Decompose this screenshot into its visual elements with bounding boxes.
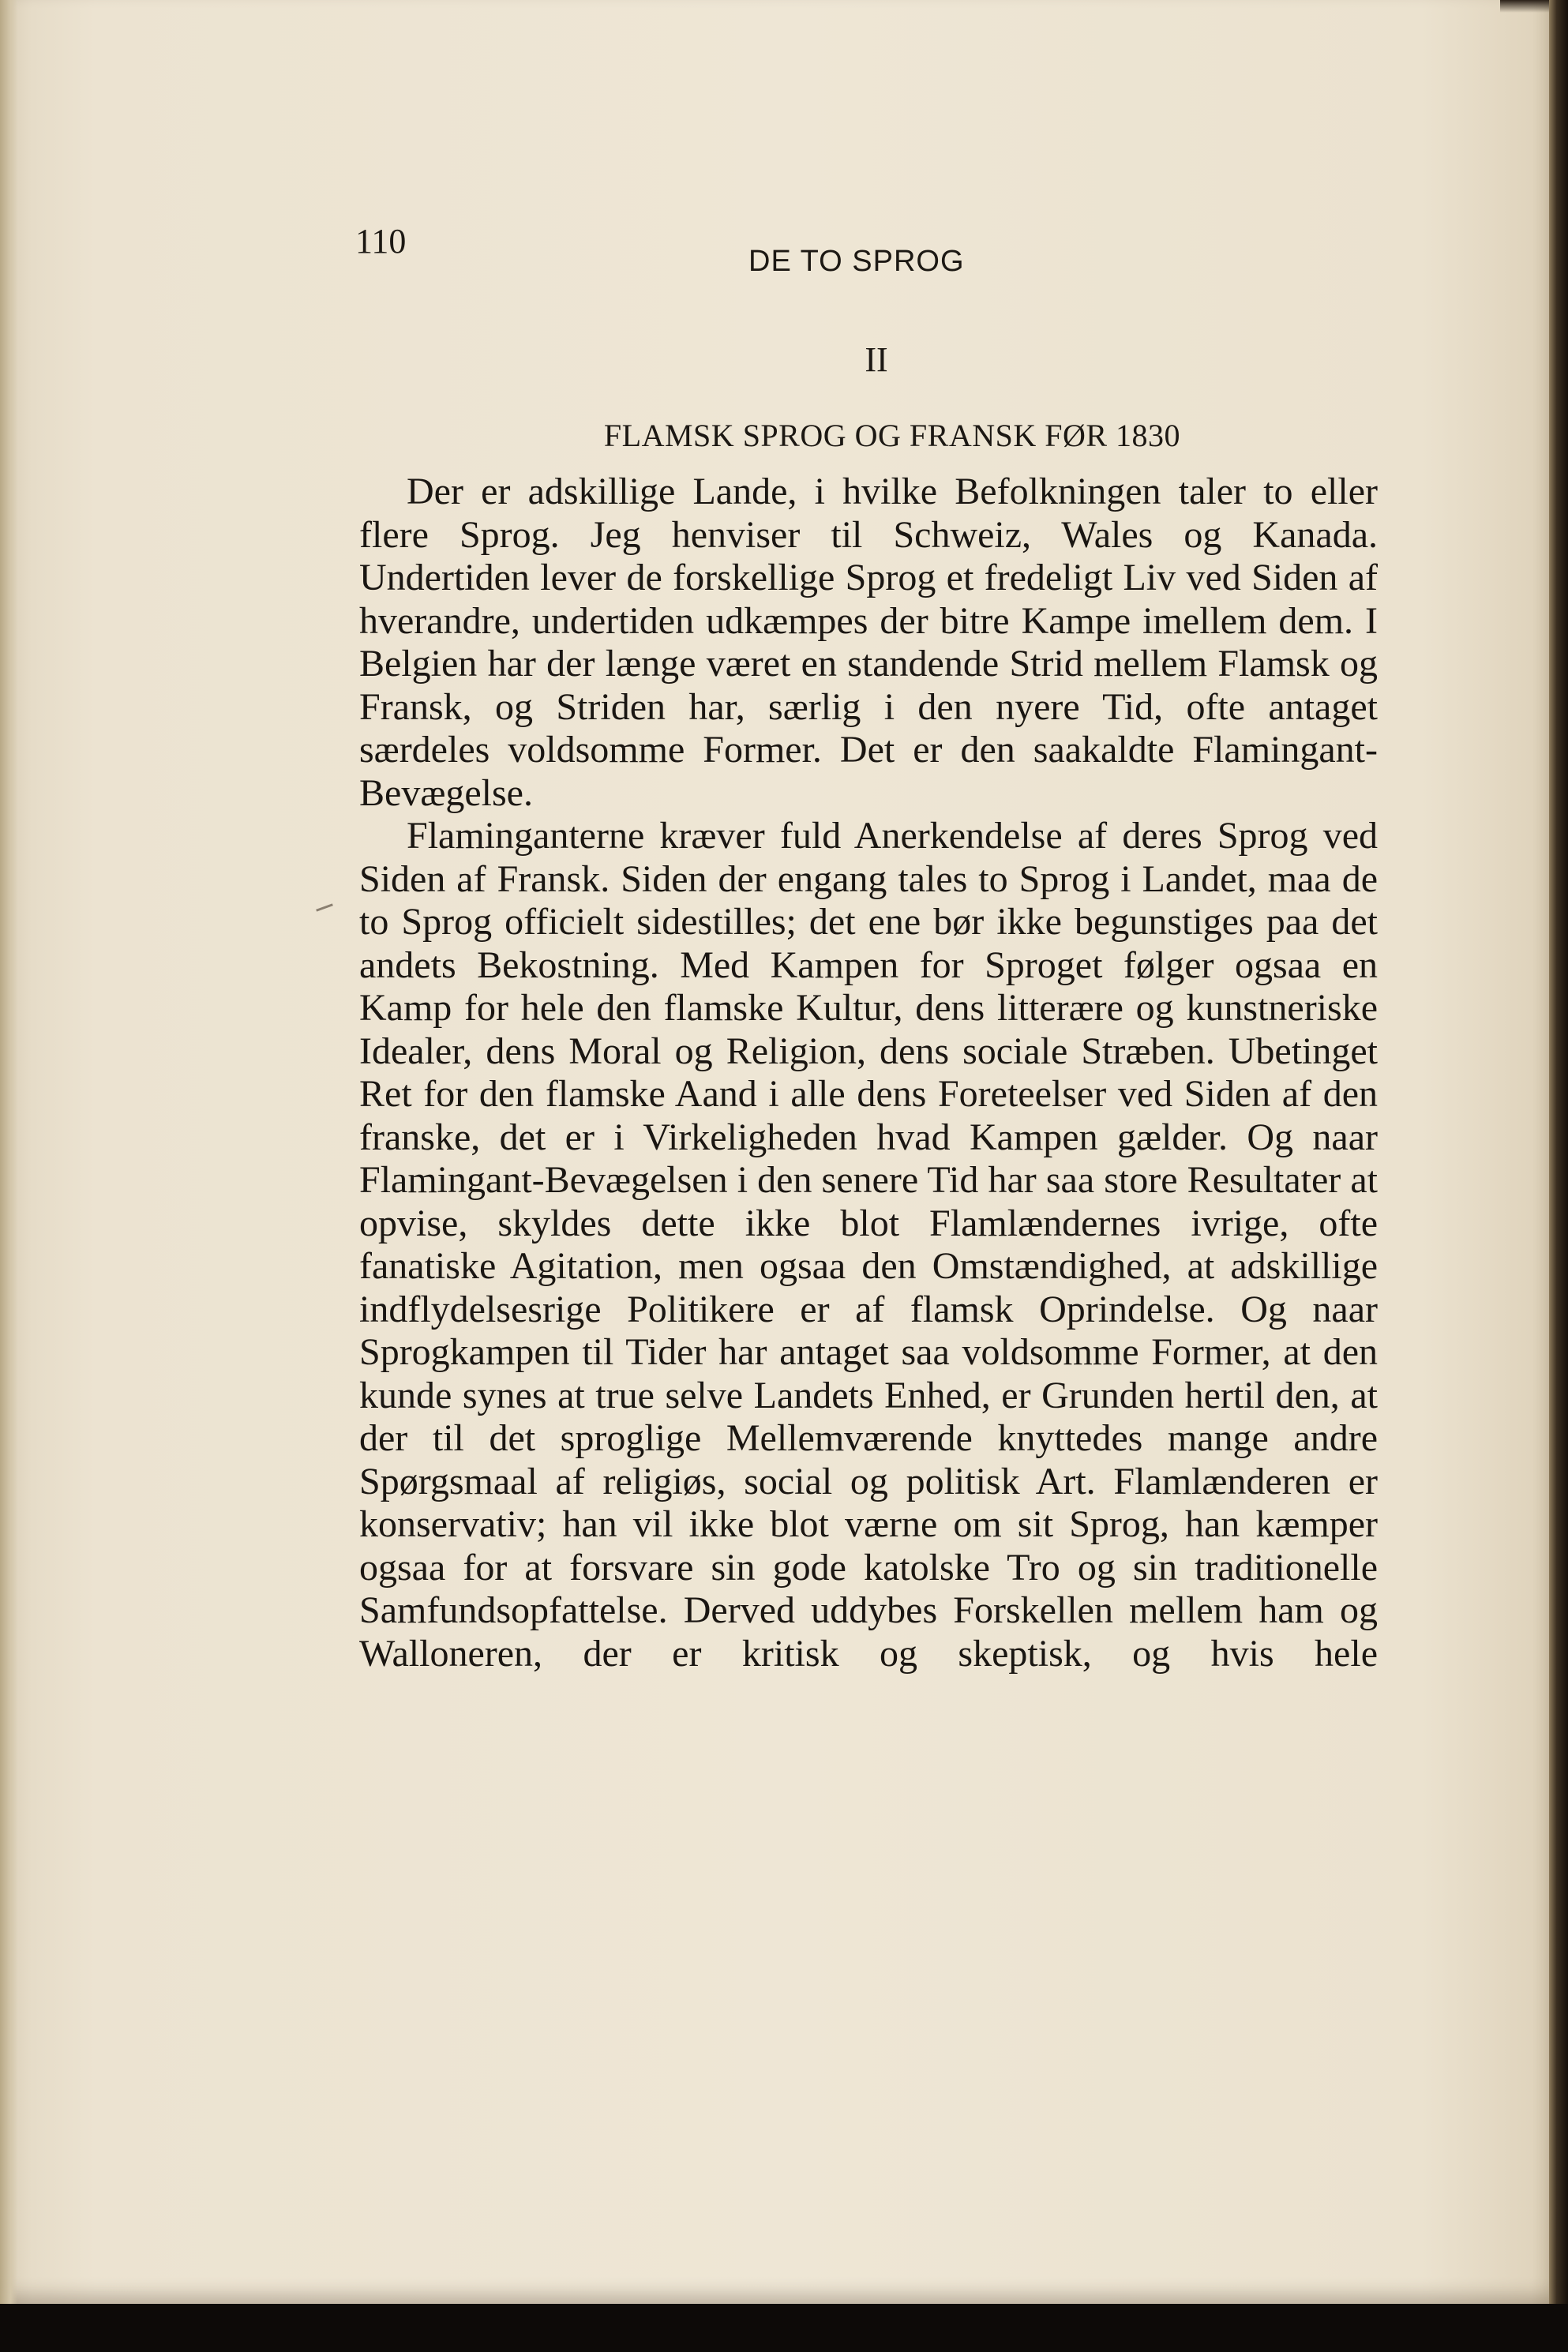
paragraph: Der er adskillige Lande, i hvilke Befolkningen taler to eller flere Sprog. Jeg henviser til Schweiz, Wales og Kanada. Undertiden lever de forskellige Sprog et fredeligt Liv ved Siden af hverandre, undertiden udkæmpes der bitre Kampe imellem dem. I Belgien har der længe været en standende Strid mellem Flamsk og Fransk, og Striden har, særlig i den nyere Tid, ofte antaget særdeles voldsomme Former. Det er den saakaldte Flamingant-Bevægelse. (359, 471, 1378, 814)
section-numeral: II (865, 340, 888, 379)
page-number: 110 (355, 222, 407, 261)
running-head (355, 221, 1382, 284)
body-text (359, 471, 1378, 1675)
paragraph: Flaminganterne kræver fuld Anerkendelse af deres Sprog ved Siden af Fransk. Siden der engang tales to Sprog i Landet, maa de to Sprog officielt sidestilles; det ene bør ikke begunstiges paa det andets Bekostning. Med Kampen for Sproget følger ogsaa en Kamp for hele den flamske Kultur, dens litterære og kunstneriske Idealer, dens Moral og Religion, dens sociale Stræben. Ubetinget Ret for den flamske Aand i alle dens Foreteelser ved Siden af den franske, det er i Virkeligheden hvad Kampen gælder. Og naar Flamingant-Bevægelsen i den senere Tid har saa store Resultater at opvise, skyldes dette ikke blot Flamlændernes ivrige, ofte fanatiske Agitation, men ogsaa den Omstændighed, at adskillige indflydelsesrige Politikere er af flamsk Oprindelse. Og naar Sprogkampen til Tider har antaget saa voldsomme Former, at den kunde synes at true selve Landets Enhed, er Grunden hertil den, at der til det sproglige Mellemværende knyttedes mange andre Spørgsmaal af religiøs, social og politisk Art. Flamlænderen er konservativ; han vil ikke blot værne om sit Sprog, han kæmper ogsaa for at forsvare sin gode katolske Tro og sin traditionelle Samfundsopfattelse. Derved uddybes Forskellen mellem ham og Walloneren, der er kritisk og skeptisk, og hvis hele (359, 815, 1378, 1675)
book-spine-shadow (1549, 0, 1568, 2352)
scan-bottom-border (0, 2304, 1568, 2352)
running-title: DE TO SPROG (748, 245, 965, 278)
page-left-edge (0, 0, 17, 2304)
section-heading: FLAMSK SPROG OG FRANSK FØR 1830 (603, 418, 1181, 453)
